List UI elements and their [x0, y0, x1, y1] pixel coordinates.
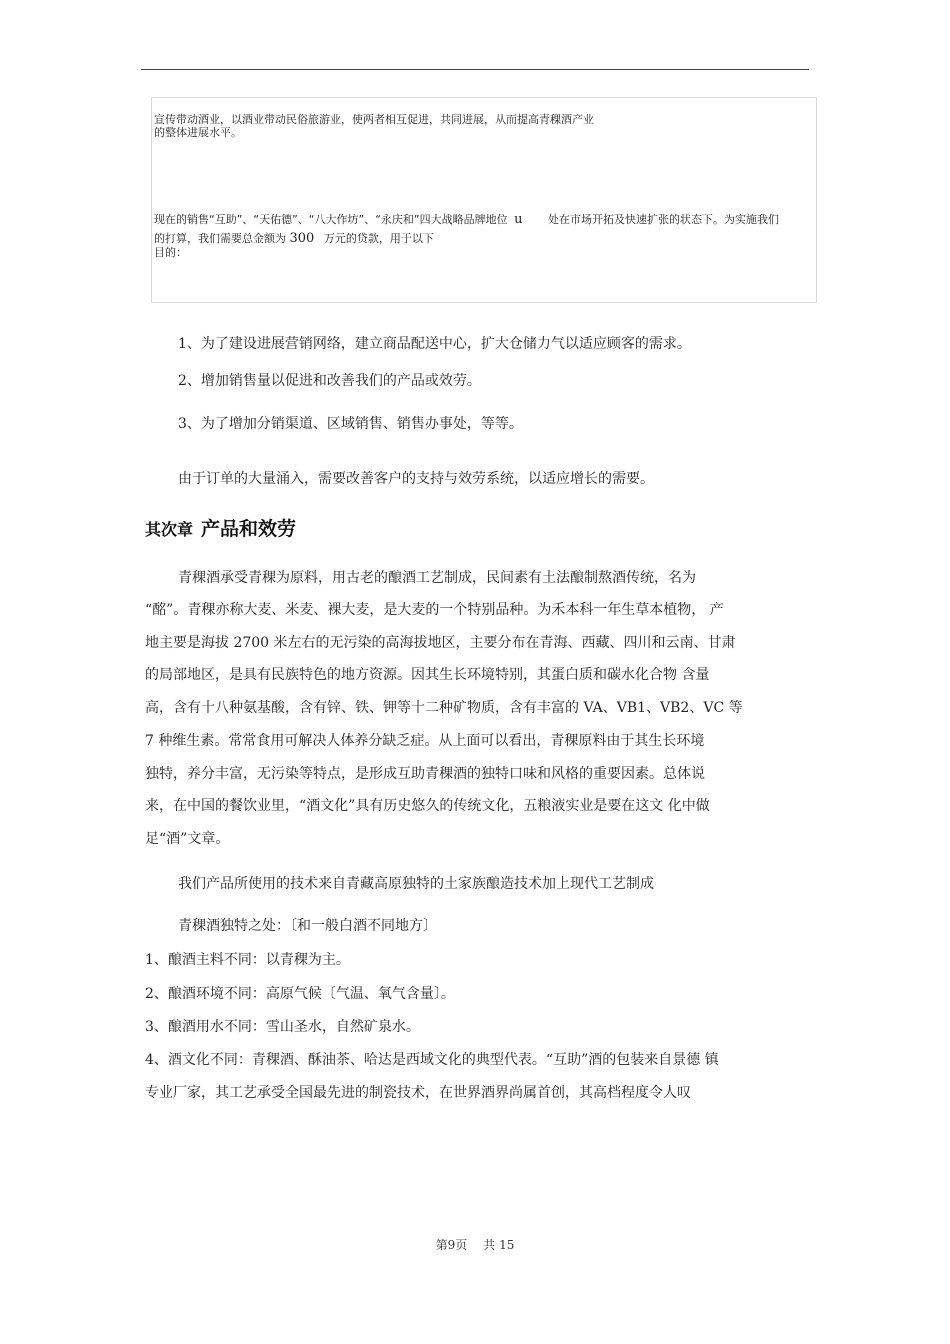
box-line-1: 宣传带动酒业，以酒业带动民俗旅游业，使两者相互促进，共同进展，从而提高青稞酒产业	[154, 113, 594, 126]
features-intro: 青稞酒独特之处：〔和一般白酒不同地方〕	[178, 918, 437, 934]
header-rule	[141, 69, 809, 70]
box-line-3-part-b: 处在市场开拓及快速扩张的状态下。为实施我们	[547, 213, 779, 226]
body-line-6: 7 种维生素。常常食用可解决人体养分缺乏症。从上面可以看出，青稞原料由于其生长环境	[145, 733, 705, 749]
box-line-3	[154, 213, 779, 226]
feature-3: 3、酿酒用水不同：雪山圣水，自然矿泉水。	[145, 1019, 420, 1035]
box-line-2: 的整体进展水平。	[154, 126, 242, 139]
chapter-prefix: 其次章	[145, 520, 194, 539]
body-line-9: 足“酒”文章。	[145, 831, 230, 847]
body-line-3: 地主要是海拔 2700 米左右的无污染的高海拔地区，主要分布在青海、西藏、四川和云南、甘肃	[145, 635, 736, 651]
box-line-3-part-a: 现在的销售“互助”、“天佑德”、“八大作坊”、“永庆和”四大战略品牌地位	[154, 213, 508, 226]
list-item-2: 2、增加销售量以促进和改善我们的产品或效劳。	[178, 373, 481, 389]
page-total: 共 15	[483, 1238, 515, 1252]
body-line-8: 来，在中国的餐饮业里，“酒文化”具有历史悠久的传统文化，五粮液实业是要在这文 化中做	[145, 798, 710, 814]
feature-2: 2、酿酒环境不同：高原气候〔气温、氧气含量〕。	[145, 986, 455, 1002]
body-line-1: 青稞酒承受青稞为原料，用古老的酿酒工艺制成，民间素有土法酿制熬酒传统，名为	[178, 570, 696, 586]
box-line-4-part-b: 万元的贷款，用于以下	[323, 232, 434, 245]
body-line-2: “酩”。青稞亦称大麦、米麦、裸大麦，是大麦的一个特别品种。为禾本科一年生草本植物， 产	[145, 602, 724, 618]
list-item-1: 1、为了建设进展营销网络，建立商品配送中心，扩大仓储力气以适应顾客的需求。	[178, 336, 691, 352]
body-line-5: 高，含有十八种氨基酸，含有锌、铁、钾等十二种矿物质，含有丰富的 VA、VB1、VB2、VC 等	[145, 700, 743, 716]
chapter-title: 产品和效劳	[201, 518, 297, 540]
box-line-3-u: u	[514, 212, 523, 227]
body-line-7: 独特，养分丰富，无污染等特点，是形成互助青稞酒的独特口味和风格的重要因素。总体说	[145, 766, 705, 782]
box-line-4	[154, 232, 434, 245]
box-line-5: 目的：	[154, 246, 187, 259]
tech-line: 我们产品所使用的技术来自青藏高原独特的土家族酿造技术加上现代工艺制成	[178, 876, 654, 892]
page-number: 第9页	[435, 1238, 468, 1252]
body-line-4: 的局部地区，是具有民族特色的地方资源。因其生长环境特别，其蛋白质和碳水化合物 含量	[145, 667, 710, 683]
text-box	[151, 97, 817, 303]
feature-4-continued: 专业厂家，其工艺承受全国最先进的制瓷技术，在世界酒界尚属首创，其高档程度令人叹	[145, 1085, 691, 1101]
feature-1: 1、酿酒主料不同：以青稞为主。	[145, 952, 350, 968]
list-item-3: 3、为了增加分销渠道、区域销售、销售办事处，等等。	[178, 416, 523, 432]
box-line-4-amount: 300	[289, 231, 315, 246]
feature-4: 4、酒文化不同：青稞酒、酥油茶、哈达是西域文化的典型代表。“互助”酒的包装来自景德 镇	[145, 1052, 719, 1068]
box-line-4-part-a: 的打算，我们需要总金额为	[154, 232, 286, 245]
page-footer	[0, 1236, 950, 1253]
orders-paragraph: 由于订单的大量涌入，需要改善客户的支持与效劳系统，以适应增长的需要。	[178, 471, 654, 487]
chapter-heading	[145, 514, 296, 541]
